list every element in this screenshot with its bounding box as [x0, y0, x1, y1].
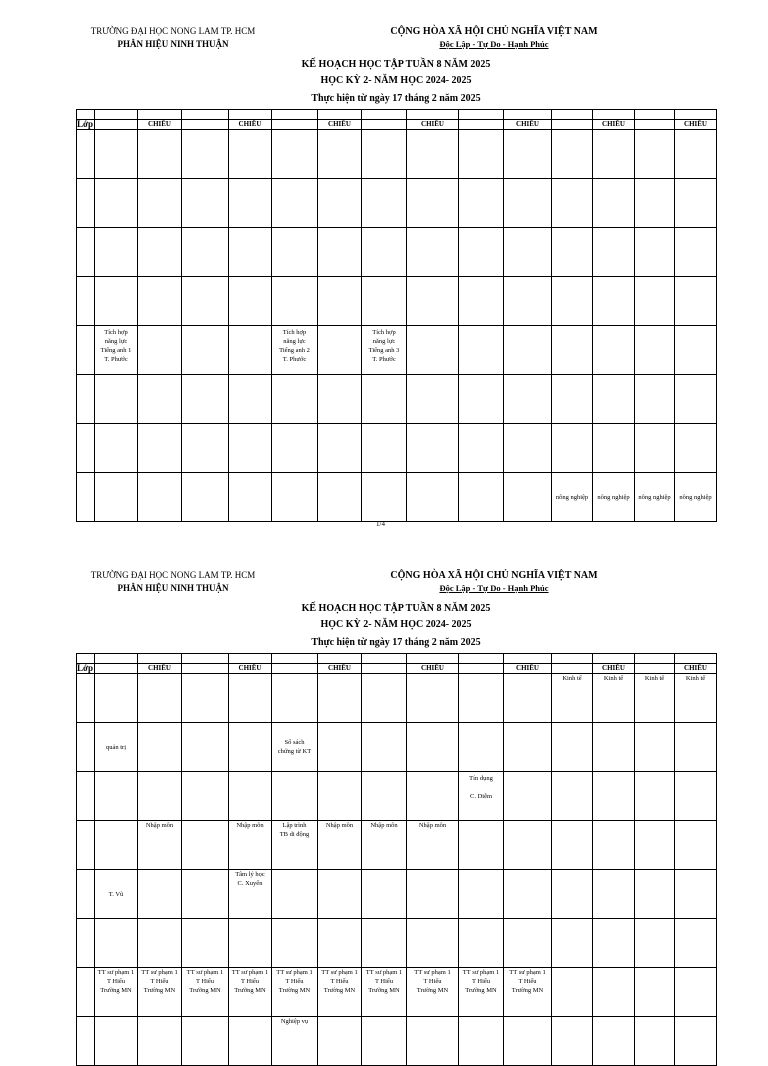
branch-name: PHÂN HIỆU NINH THUẬN: [117, 39, 229, 49]
country-name: CỘNG HÒA XÃ HỘI CHỦ NGHĨA VIỆT NAM: [390, 570, 598, 581]
col-header-chieu: CHIỀU: [593, 664, 635, 674]
schedule-cell: TT sư phạm 1 T Hiếu Trường MN: [95, 968, 138, 1017]
schedule-cell: TT sư phạm 1 T Hiếu Trường MN: [504, 968, 552, 1017]
col-header-chieu: CHIỀU: [593, 120, 635, 130]
col-header-chieu: CHIỀU: [675, 120, 717, 130]
table-row: [77, 772, 717, 821]
schedule-cell: Nghiệp vụ: [272, 1017, 318, 1066]
col-header-chieu: CHIỀU: [318, 120, 362, 130]
col-header-chieu: CHIỀU: [318, 664, 362, 674]
col-header-chieu: CHIỀU: [229, 664, 272, 674]
table-row: [77, 228, 717, 277]
col-header-chieu: CHIỀU: [504, 120, 552, 130]
schedule-cell: Kinh tế: [552, 674, 593, 723]
schedule-cell: TT sư phạm 1 T Hiếu Trường MN: [138, 968, 182, 1017]
table-row: [77, 674, 717, 723]
page-2: [0, 544, 768, 1024]
col-header-lop: Lớp: [77, 663, 93, 673]
schedule-cell: nông nghiệp: [675, 473, 717, 522]
branch-name: PHÂN HIỆU NINH THUẬN: [117, 583, 229, 593]
schedule-cell: Nhập môn: [407, 821, 459, 870]
table-row: [77, 277, 717, 326]
table-row: [77, 179, 717, 228]
plan-title: KẾ HOẠCH HỌC TẬP TUẦN 8 NĂM 2025: [301, 59, 491, 70]
semester-title: HỌC KỲ 2- NĂM HỌC 2024- 2025: [320, 75, 472, 86]
table-row: [77, 968, 717, 1017]
col-header-chieu: CHIỀU: [407, 120, 459, 130]
schedule-cell: Tín dụng C. Diễm: [459, 772, 504, 821]
table-row: [77, 424, 717, 473]
national-header: [380, 569, 608, 595]
date-line: Thực hiện từ ngày 17 tháng 2 năm 2025: [311, 93, 481, 104]
schedule-cell: TT sư phạm 1 T Hiếu Trường MN: [362, 968, 407, 1017]
schedule-cell: Lập trình TB di động: [272, 821, 318, 870]
table-row: [77, 919, 717, 968]
table-row: [77, 326, 717, 375]
col-header-chieu: CHIỀU: [138, 664, 182, 674]
schedule-table: [76, 109, 717, 522]
schedule-cell: Nhập môn: [318, 821, 362, 870]
schedule-cell: Nhập môn: [362, 821, 407, 870]
schedule-cell: TT sư phạm 1 T Hiếu Trường MN: [407, 968, 459, 1017]
schedule-cell: TT sư phạm 1 T Hiếu Trường MN: [182, 968, 229, 1017]
schedule-cell: Nhập môn: [229, 821, 272, 870]
schedule-cell: T. Vũ: [95, 870, 138, 919]
schedule-cell: Kinh tế: [593, 674, 635, 723]
schedule-cell: Tâm lý học C. Xuyến: [229, 870, 272, 919]
schedule-cell: TT sư phạm 1 T Hiếu Trường MN: [272, 968, 318, 1017]
table-row: [77, 723, 717, 772]
schedule-cell: Tích hợp năng lực Tiếng anh 2 T. Phước: [272, 326, 318, 375]
table-top-row: [77, 654, 717, 664]
col-header-chieu: CHIỀU: [407, 664, 459, 674]
schedule-cell: Sổ sách chứng từ KT: [272, 723, 318, 772]
table-row: [77, 821, 717, 870]
table-top-row: [77, 110, 717, 120]
schedule-cell: Kinh tế: [635, 674, 675, 723]
semester-title: HỌC KỲ 2- NĂM HỌC 2024- 2025: [320, 619, 472, 630]
table-row: [77, 130, 717, 179]
col-header-lop: Lớp: [77, 119, 93, 129]
col-header-chieu: CHIỀU: [138, 120, 182, 130]
table-row: [77, 473, 717, 522]
school-name: TRƯỜNG ĐẠI HỌC NONG LAM TP. HCM: [90, 26, 256, 36]
page-number: 1/4: [376, 520, 385, 528]
schedule-cell: Tích hợp năng lực Tiếng anh 1 T. Phước: [95, 326, 138, 375]
schedule-cell: Nhập môn: [138, 821, 182, 870]
schedule-cell: Kinh tế: [675, 674, 717, 723]
col-header-chieu: CHIỀU: [229, 120, 272, 130]
country-name: CỘNG HÒA XÃ HỘI CHỦ NGHĨA VIỆT NAM: [390, 26, 598, 37]
schedule-cell: TT sư phạm 1 T Hiếu Trường MN: [459, 968, 504, 1017]
table-row: [77, 375, 717, 424]
col-header-chieu: CHIỀU: [675, 664, 717, 674]
schedule-cell: nông nghiệp: [552, 473, 593, 522]
national-header: [380, 25, 608, 51]
col-header-chieu: CHIỀU: [504, 664, 552, 674]
plan-title: KẾ HOẠCH HỌC TẬP TUẦN 8 NĂM 2025: [301, 603, 491, 614]
schedule-cell: Tích hợp năng lực Tiếng anh 3 T. Phước: [362, 326, 407, 375]
table-header-row: [77, 120, 717, 130]
table-row: [77, 870, 717, 919]
schedule-cell: nông nghiệp: [635, 473, 675, 522]
date-line: Thực hiện từ ngày 17 tháng 2 năm 2025: [311, 637, 481, 648]
schedule-cell: nông nghiệp: [593, 473, 635, 522]
school-header: [88, 25, 258, 51]
table-header-row: [77, 664, 717, 674]
schedule-table: [76, 653, 717, 1066]
school-name: TRƯỜNG ĐẠI HỌC NONG LAM TP. HCM: [90, 570, 256, 580]
motto: Độc Lập - Tự Do - Hạnh Phúc: [439, 583, 549, 593]
schedule-cell: TT sư phạm 1 T Hiếu Trường MN: [229, 968, 272, 1017]
schedule-cell: quản trị: [95, 723, 138, 772]
schedule-cell: TT sư phạm 1 T Hiếu Trường MN: [318, 968, 362, 1017]
motto: Độc Lập - Tự Do - Hạnh Phúc: [439, 39, 549, 49]
school-header: [88, 569, 258, 595]
